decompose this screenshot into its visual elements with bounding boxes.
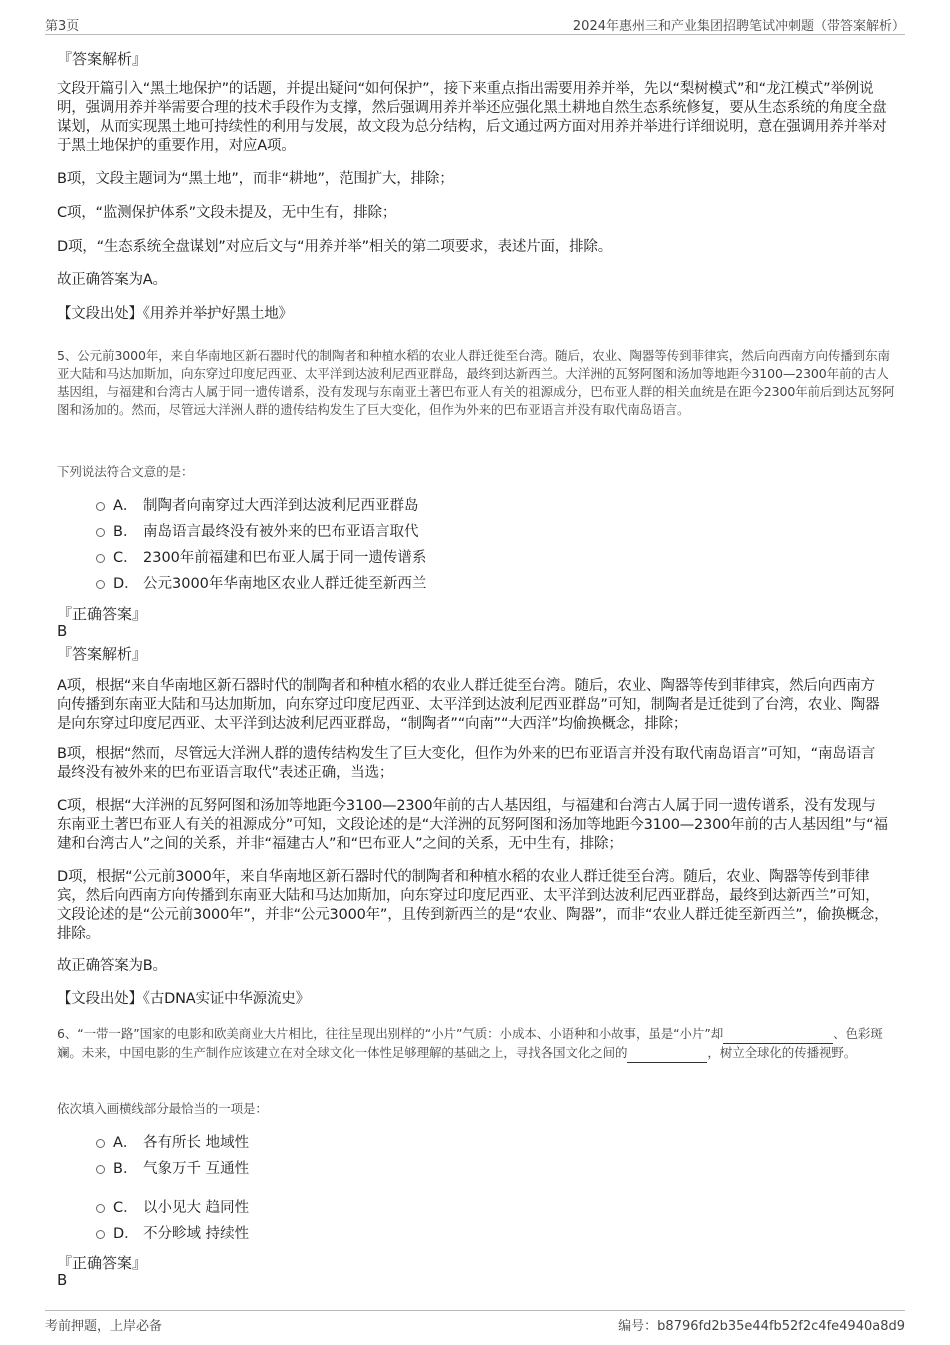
q6-option-c[interactable]: C． 以小见大 趋同性	[96, 1198, 249, 1218]
q6-question-text: 6、“一带一路”国家的电影和欧美商业大片相比，往往呈现出别样的“小片”气质：小成本、小语种和小故事，虽是“小片”却 、色彩斑斓。未来，中国电影的生产制作应该建立在对全球文化一体性足够理解的基础之上，寻找各国文化之间的 ，树立全球化的传播视野。	[57, 1025, 897, 1063]
q5-option-d[interactable]: D． 公元3000年华南地区农业人群迁徙至新西兰	[96, 574, 426, 594]
q5-prompt: 下列说法符合文意的是：	[57, 464, 194, 479]
q5-answer: B	[57, 622, 68, 640]
q4-analysis-p2: B项，文段主题词为“黑土地”，而非“耕地”，范围扩大，排除；	[57, 171, 454, 187]
q4-analysis-p4: D项，“生态系统全盘谋划”对应后文与“用养并举”相关的第二项要求，表述片面，排除。	[57, 239, 613, 255]
q6-option-a[interactable]: A． 各有所长 地域性	[96, 1133, 249, 1153]
q4-source: 【文段出处】《用养并举护好黑土地》	[57, 306, 293, 322]
document-title: 2024年惠州三和产业集团招聘笔试冲刺题（带答案解析）	[572, 19, 905, 34]
q4-analysis-label: 『答案解析』	[57, 50, 148, 68]
page-header	[45, 12, 905, 35]
q5-option-a[interactable]: A． 制陶者向南穿过大西洋到达波利尼西亚群岛	[96, 496, 419, 516]
radio-icon[interactable]	[96, 1139, 105, 1148]
q5-analysis-c: C项，根据“大洋洲的瓦努阿图和汤加等地距今3100—2300年前的古人基因组，与福建和台湾古人属于同一遗传谱系，没有发现与东南亚土著巴布亚人有关的祖源成分”可知，文段论述的是“大洋洲的瓦努阿图和汤加等地距今3100—2300年前的古人基因组”与“福建和台湾古人”之间的关系，并非“福建古人”和“巴布亚人”之间的关系，无中生有，排除；	[57, 798, 888, 852]
q6-option-b[interactable]: B． 气象万千 互通性	[96, 1159, 249, 1179]
q4-conclusion: 故正确答案为A。	[57, 272, 167, 288]
page-footer	[45, 1310, 905, 1333]
radio-icon[interactable]	[96, 1230, 105, 1239]
radio-icon[interactable]	[96, 1204, 105, 1213]
q5-source: 【文段出处】《古DNA实证中华源流史》	[57, 991, 310, 1007]
fill-blank-2	[627, 1044, 707, 1063]
q5-option-b[interactable]: B． 南岛语言最终没有被外来的巴布亚语言取代	[96, 522, 419, 542]
q4-analysis-p3: C项，“监测保护体系”文段未提及，无中生有，排除；	[57, 205, 397, 221]
q6-answer: B	[57, 1271, 68, 1289]
page-number: 第3页	[45, 19, 80, 34]
q5-analysis-d: D项，根据“公元前3000年，来自华南地区新石器时代的制陶者和种植水稻的农业人群迁徙至台湾。随后，农业、陶器等传到菲律宾，然后向西南方向传播到东南亚大陆和马达加斯加，向东穿过印度尼西亚、太平洋到达波利尼西亚群岛，最终到达新西兰”可知，文段论述的是“公元前3000年”，并非“公元3000年”，且传到新西兰的是“农业、陶器”，而非“农业人群迁徙至新西兰”，偷换概念，排除。	[57, 869, 889, 942]
q5-analysis-b: B项，根据“然而，尽管远大洋洲人群的遗传结构发生了巨大变化，但作为外来的巴布亚语言并没有取代南岛语言”可知，“南岛语言最终没有被外来的巴布亚语言取代”表述正确，当选；	[57, 746, 876, 781]
q6-prompt: 依次填入画横线部分最恰当的一项是：	[57, 1101, 268, 1116]
q5-question-text: 5、公元前3000年，来自华南地区新石器时代的制陶者和种植水稻的农业人群迁徙至台湾。随后，农业、陶器等传到菲律宾，然后向西南方向传播到东南亚大陆和马达加斯加，向东穿过印度尼西亚、太平洋到达波利尼西亚群岛，最终到达新西兰。大洋洲的瓦努阿图和汤加等地距今3100—2300年前的古人基因组，与福建和台湾古人属于同一遗传谱系，没有发现与东南亚土著巴布亚人有关的祖源成分，巴布亚人群的相关血统是在距今2300年前后到达瓦努阿图和汤加的。然而，尽管远大洋洲人群的遗传结构发生了巨大变化，但作为外来的巴布亚语言并没有取代南岛语言。	[57, 348, 895, 417]
q5-conclusion: 故正确答案为B。	[57, 958, 167, 974]
document-code: 编号：b8796fd2b35e44fb52f2c4fe4940a8d9	[618, 1319, 905, 1334]
q5-option-c[interactable]: C． 2300年前福建和巴布亚人属于同一遗传谱系	[96, 548, 426, 568]
radio-icon[interactable]	[96, 502, 105, 511]
fill-blank-1	[723, 1025, 833, 1044]
radio-icon[interactable]	[96, 1165, 105, 1174]
footer-slogan: 考前押题，上岸必备	[45, 1319, 163, 1334]
q5-analysis-a: A项，根据“来自华南地区新石器时代的制陶者和种植水稻的农业人群迁徙至台湾。随后，农业、陶器等传到菲律宾，然后向西南方向传播到东南亚大陆和马达加斯加，向东穿过印度尼西亚、太平洋到达波利尼西亚群岛”可知，制陶者是迁徙到了台湾，农业、陶器是向东穿过印度尼西亚、太平洋到达波利尼西亚群岛，“制陶者”“向南”“大西洋”均偷换概念，排除；	[57, 678, 880, 732]
q6-answer-label: 『正确答案』	[57, 1254, 148, 1272]
radio-icon[interactable]	[96, 554, 105, 563]
q6-option-d[interactable]: D． 不分畛域 持续性	[96, 1224, 249, 1244]
radio-icon[interactable]	[96, 580, 105, 589]
q5-answer-label: 『正确答案』	[57, 605, 148, 623]
q4-analysis-p1: 文段开篇引入“黑土地保护”的话题，并提出疑问“如何保护”，接下来重点指出需要用养并举，先以“梨树模式”和“龙江模式”举例说明，强调用养并举需要合理的技术手段作为支撑，然后强调用养并举还应强化黑土耕地自然生态系统修复，要从生态系统的角度全盘谋划，从而实现黑土地可持续性的利用与发展，故文段为总分结构，后文通过两方面对用养并举进行详细说明，意在强调用养并举对于黑土地保护的重要作用，对应A项。	[57, 81, 887, 154]
q5-analysis-label: 『答案解析』	[57, 645, 148, 663]
radio-icon[interactable]	[96, 528, 105, 537]
